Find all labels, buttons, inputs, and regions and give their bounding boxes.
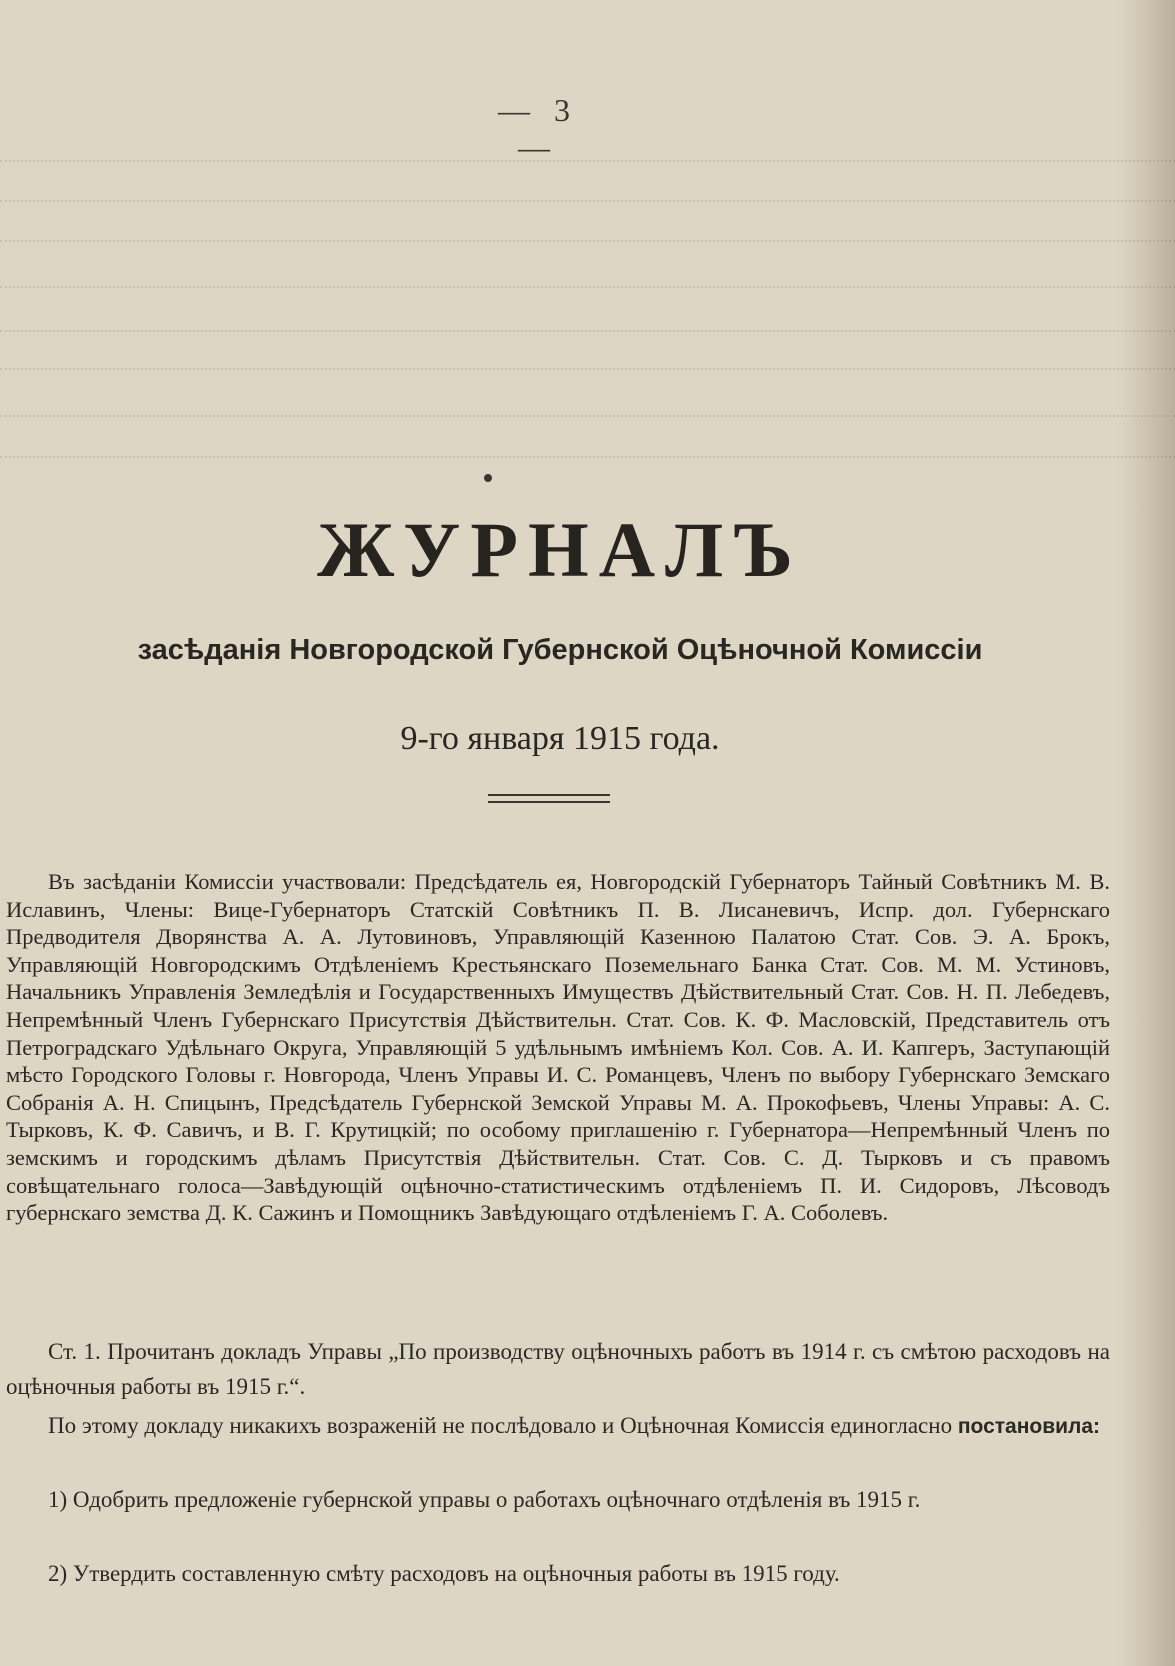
article-1-text: Ст. 1. Прочитанъ докладъ Управы „По производству оцѣночныхъ работъ въ 1914 г. съ смѣтою расходовъ на оцѣночныя работы въ 1915 г.“. (6, 1339, 1110, 1399)
attendance-text: Въ засѣданіи Комиссіи участвовали: Предсѣдатель ея, Новгородскій Губернаторъ Тайный Совѣтникъ М. В. Иславинъ, Члены: Вице-Губернаторъ Статскій Совѣтникъ П. В. Лисаневичъ, Испр. дол. Губернскаго Предводителя Дворянства А. А. Лутовиновъ, Управляющій Казенною Палатою Стат. Сов. Э. А. Брокъ, Управляющій Новгородскимъ Отдѣленіемъ Крестьянскаго Поземельнаго Банка Стат. Сов. М. М. Устиновъ, Начальникъ Управленія Земледѣлія и Государственныхъ Имуществъ Дѣйствительный Стат. Сов. Н. П. Лебедевъ, Непремѣнный Членъ Губернскаго Присутствія Дѣйствительн. Стат. Сов. К. Ф. Масловскій, Представитель отъ Петроградскаго Удѣльнаго Округа, Управляющій 5 удѣльнымъ имѣніемъ Кол. Сов. А. И. Капгеръ, Заступающій мѣсто Городского Головы г. Новгорода, Членъ Управы И. С. Романцевъ, Членъ по выбору Губернскаго Земскаго Собранія А. Н. Спицынъ, Предсѣдатель Губернской Земской Управы М. А. Прокофьевъ, Члены Управы: А. С. Тырковъ, К. Ф. Савичъ, и В. Г. Крутицкій; по особому приглашенію г. Губернатора—Непремѣнный Членъ по земскимъ и городскимъ дѣламъ Присутствія Дѣйствительн. Стат. Сов. С. Д. Тырковъ и съ правомъ совѣщательнаго голоса—Завѣдующій оцѣночно-статистическимъ отдѣленіемъ П. И. Сидоровъ, Лѣсоводъ губернскаго земства Д. К. Сажинъ и Помощникъ Завѣдующаго отдѣленіемъ Г. А. Соболевъ. (6, 869, 1110, 1226)
binding-shadow (1117, 0, 1175, 1666)
resolution-keyword: постановила: (957, 1415, 1101, 1438)
bleed-through-line (0, 456, 1175, 459)
resolution-item-1 (6, 1482, 1110, 1517)
item-2-text: 2) Утвердить составленную смѣту расходовъ на оцѣночныя работы въ 1915 году. (48, 1561, 840, 1586)
bleed-through-line (0, 240, 1175, 243)
ink-dot (484, 474, 492, 482)
separator-rule (488, 801, 610, 803)
separator-rule (488, 794, 610, 796)
bleed-through-line (0, 286, 1175, 289)
bleed-through-line (0, 415, 1175, 418)
resolution-item-2 (6, 1556, 1110, 1591)
journal-title: ЖУРНАЛЪ (317, 506, 803, 593)
bleed-through-line (0, 200, 1175, 203)
item-1-text: 1) Одобрить предложеніе губернской управы о работахъ оцѣночнаго отдѣленія въ 1915 г. (48, 1487, 921, 1512)
journal-subtitle: засѣданія Новгородской Губернской Оцѣночной Комиссіи (137, 634, 983, 666)
resolution-text: По этому докладу никакихъ возраженій не послѣдовало и Оцѣночная Комиссія единогласно (48, 1413, 953, 1438)
bleed-through-line (0, 330, 1175, 333)
page-number: — 3 — (498, 92, 578, 165)
bleed-through-line (0, 368, 1175, 371)
article-1 (6, 1334, 1110, 1404)
resolution-paragraph (6, 1408, 1110, 1444)
session-date: 9-го января 1915 года. (400, 720, 720, 757)
attendance-paragraph (6, 868, 1110, 1227)
